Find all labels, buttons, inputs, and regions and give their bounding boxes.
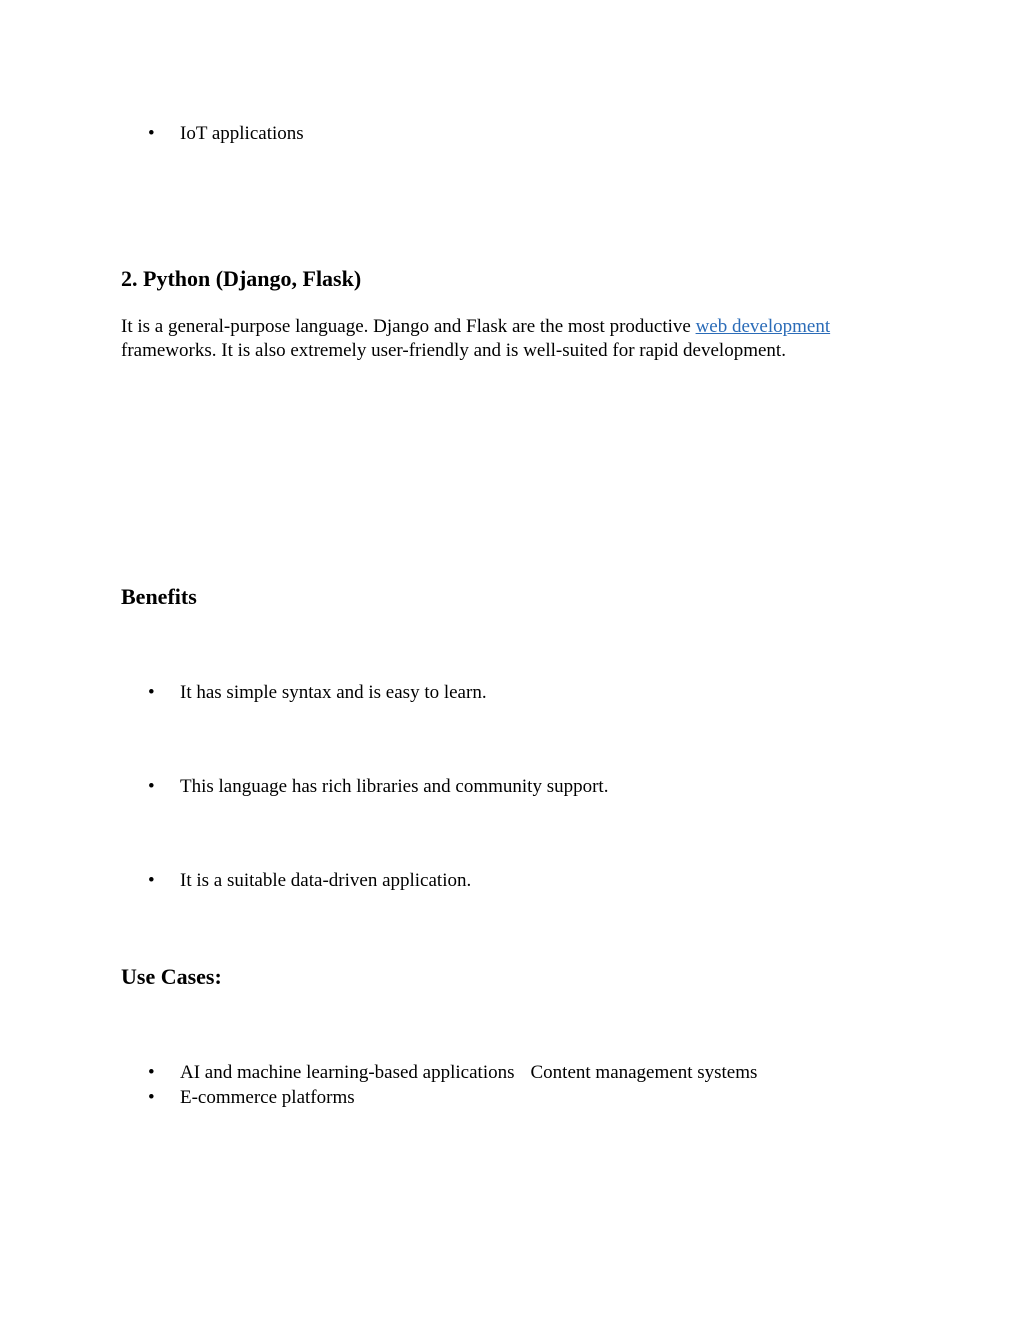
list-item-text: E-commerce platforms [180, 1087, 355, 1108]
bullet-icon: • [148, 1062, 155, 1083]
list-item-text: IoT applications [180, 123, 304, 144]
paragraph-line-2: frameworks. It is also extremely user-friendly and is well-suited for rapid development. [121, 340, 786, 361]
list-item-text: It has simple syntax and is easy to learn. [180, 682, 487, 703]
bullet-icon: • [148, 123, 155, 144]
use-case-cms: Content management systems [530, 1062, 758, 1083]
bullet-icon: • [148, 870, 155, 891]
bullet-icon: • [148, 682, 155, 703]
use-case-ai-ml: AI and machine learning-based applications [180, 1062, 515, 1083]
python-paragraph [121, 315, 881, 363]
list-item-text [180, 1061, 757, 1085]
section-heading-python: 2. Python (Django, Flask) [121, 266, 362, 291]
section-heading-benefits: Benefits [121, 584, 197, 609]
list-item-text: This language has rich libraries and community support. [180, 776, 609, 797]
list-item-text: It is a suitable data-driven application. [180, 870, 472, 891]
web-development-link[interactable]: web development [695, 316, 831, 337]
paragraph-line-1 [121, 315, 881, 339]
section-heading-use-cases: Use Cases: [121, 964, 222, 989]
bullet-icon: • [148, 776, 155, 797]
paragraph-text: It is a general-purpose language. Django and Flask are the most productive [121, 316, 696, 337]
bullet-icon: • [148, 1087, 155, 1108]
